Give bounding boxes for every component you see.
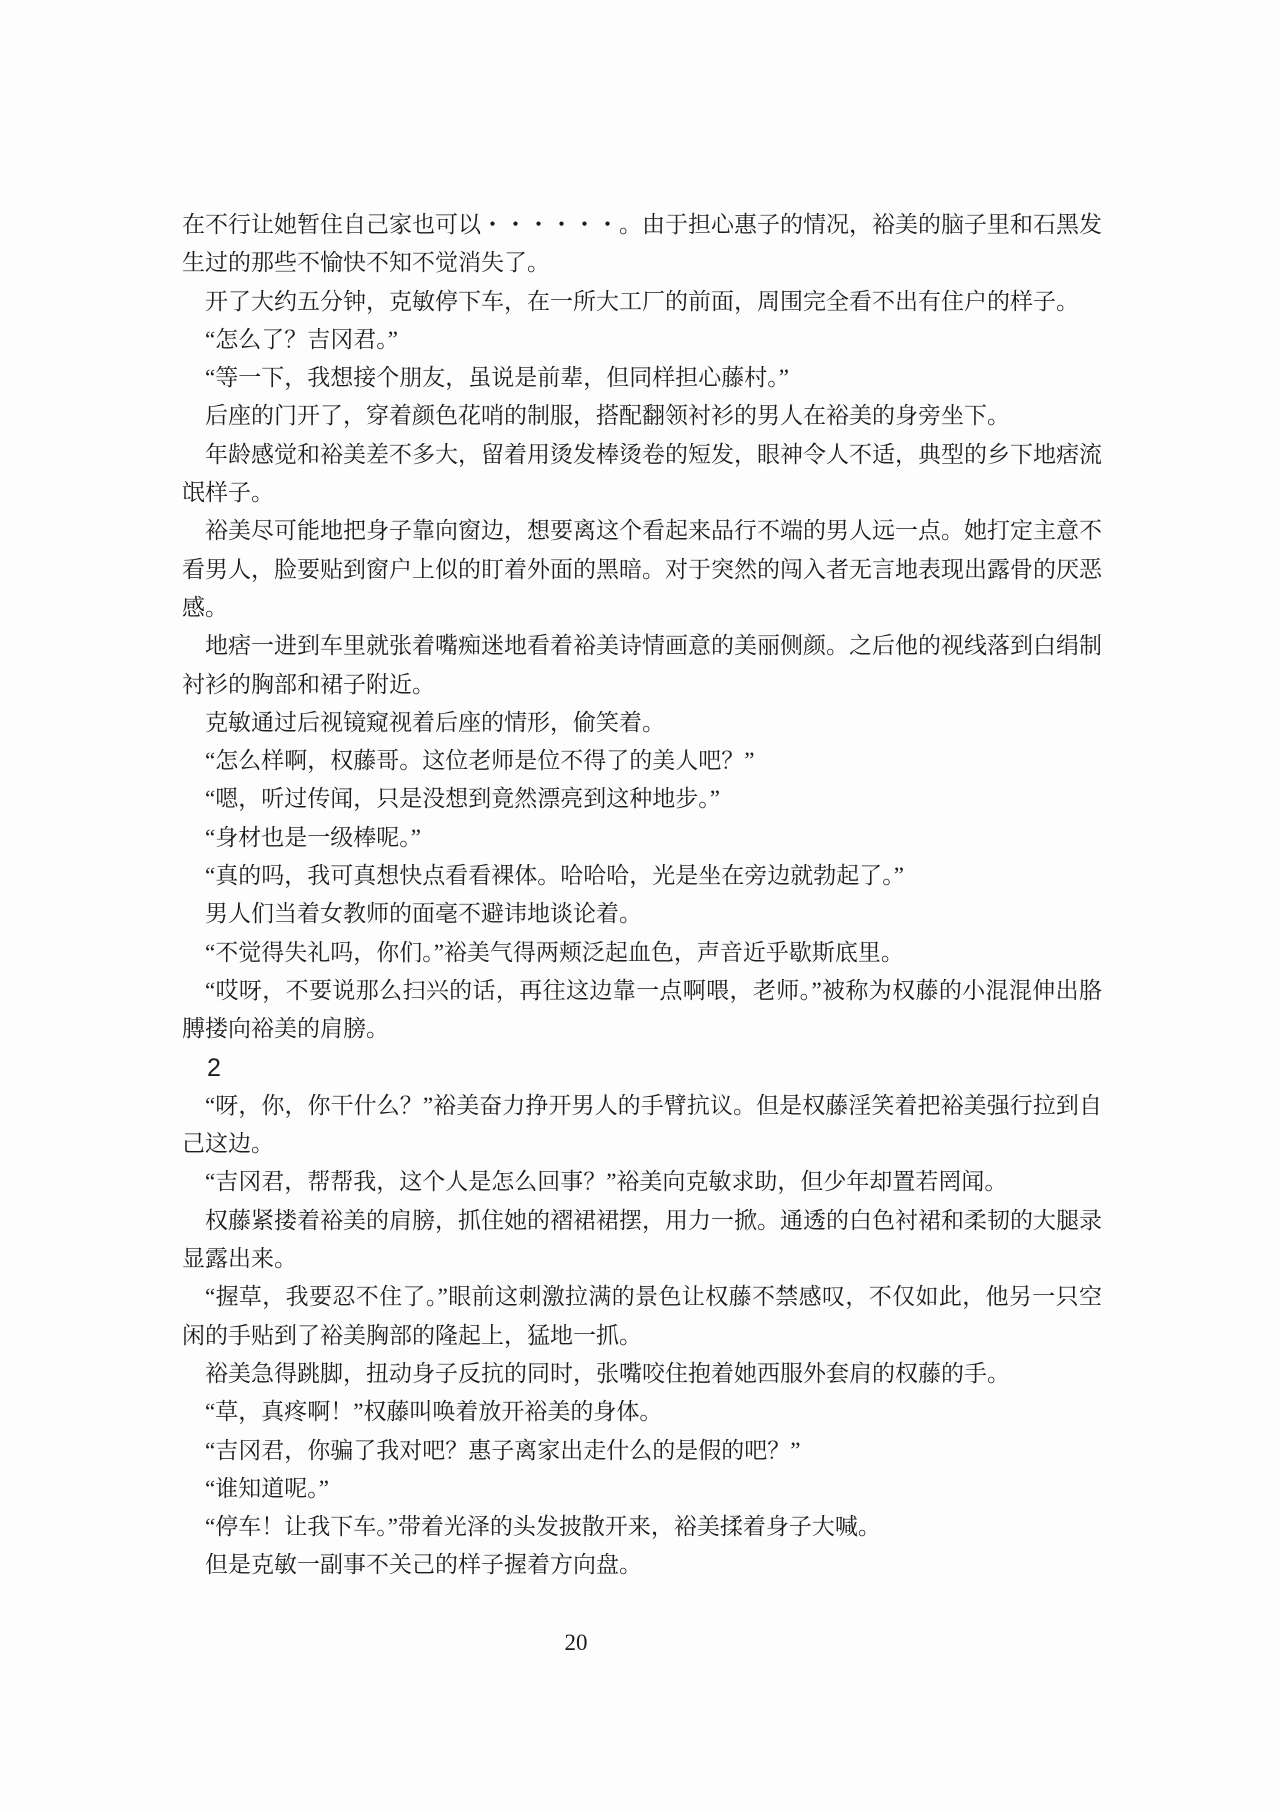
paragraph: 年龄感觉和裕美差不多大，留着用烫发棒烫卷的短发，眼神令人不适，典型的乡下地痞流氓样子。 bbox=[182, 441, 1102, 506]
paragraph: “身材也是一级棒呢。” bbox=[205, 824, 421, 850]
paragraph: “嗯，听过传闻，只是没想到竟然漂亮到这种地步。” bbox=[205, 786, 720, 812]
paragraph: “停车！让我下车。”带着光泽的头发披散开来，裕美揉着身子大喊。 bbox=[205, 1514, 881, 1540]
paragraph: “谁知道呢。” bbox=[205, 1475, 329, 1501]
paragraph: 男人们当着女教师的面毫不避讳地谈论着。 bbox=[205, 901, 642, 927]
page-number: 20 bbox=[564, 1630, 588, 1655]
paragraph: 地痞一进到车里就张着嘴痴迷地看着裕美诗情画意的美丽侧颜。之后他的视线落到白绢制衬衫的胸部和裙子附近。 bbox=[182, 633, 1102, 697]
paragraph: 但是克敏一副事不关己的样子握着方向盘。 bbox=[205, 1552, 642, 1578]
paragraph: “吉冈君，你骗了我对吧？惠子离家出走什么的是假的吧？” bbox=[205, 1437, 801, 1463]
section-marker: 2 bbox=[207, 1053, 221, 1082]
paragraph: 裕美尽可能地把身子靠向窗边，想要离这个看起来品行不端的男人远一点。她打定主意不看男人，脸要贴到窗户上似的盯着外面的黑暗。对于突然的闯入者无言地表现出露骨的厌恶感。 bbox=[182, 518, 1102, 620]
paragraph: “草，真疼啊！”权藤叫唤着放开裕美的身体。 bbox=[205, 1399, 663, 1425]
paragraph: “不觉得失礼吗，你们。”裕美气得两颊泛起血色，声音近乎歇斯底里。 bbox=[205, 939, 904, 965]
paragraph: “怎么了？吉冈君。” bbox=[205, 326, 398, 352]
paragraph: “握草，我要忍不住了。”眼前这刺激拉满的景色让权藤不禁感叹，不仅如此，他另一只空闲的手贴到了裕美胸部的隆起上，猛地一抓。 bbox=[182, 1284, 1102, 1348]
paragraph: “真的吗，我可真想快点看看裸体。哈哈哈，光是坐在旁边就勃起了。” bbox=[205, 863, 904, 889]
paragraph: 在不行让她暂住自己家也可以・・・・・・。由于担心惠子的情况，裕美的脑子里和石黑发生过的那些不愉快不知不觉消失了。 bbox=[182, 212, 1102, 276]
paragraph: 权藤紧搂着裕美的肩膀，抓住她的褶裙裙摆，用力一掀。通透的白色衬裙和柔韧的大腿录显露出来。 bbox=[182, 1207, 1102, 1272]
body-text-block bbox=[182, 206, 1102, 1585]
paragraph: “呀，你，你干什么？”裕美奋力挣开男人的手臂抗议。但是权藤淫笑着把裕美强行拉到自己这边。 bbox=[182, 1092, 1102, 1157]
paragraph: 裕美急得跳脚，扭动身子反抗的同时，张嘴咬住抱着她西服外套肩的权藤的手。 bbox=[205, 1360, 1010, 1386]
paragraph: 开了大约五分钟，克敏停下车，在一所大工厂的前面，周围完全看不出有住户的样子。 bbox=[205, 288, 1079, 314]
paragraph: 后座的门开了，穿着颜色花哨的制服，搭配翻领衬衫的男人在裕美的身旁坐下。 bbox=[205, 403, 1010, 429]
paragraph: “吉冈君，帮帮我，这个人是怎么回事？”裕美向克敏求助，但少年却置若罔闻。 bbox=[205, 1169, 1008, 1195]
paragraph: “等一下，我想接个朋友，虽说是前辈，但同样担心藤村。” bbox=[205, 365, 789, 391]
paragraph: “怎么样啊，权藤哥。这位老师是位不得了的美人吧？” bbox=[205, 748, 755, 774]
paragraph: 克敏通过后视镜窥视着后座的情形，偷笑着。 bbox=[205, 709, 665, 735]
paragraph: “哎呀，不要说那么扫兴的话，再往这边靠一点啊喂，老师。”被称为权藤的小混混伸出胳膊搂向裕美的肩膀。 bbox=[182, 977, 1102, 1042]
